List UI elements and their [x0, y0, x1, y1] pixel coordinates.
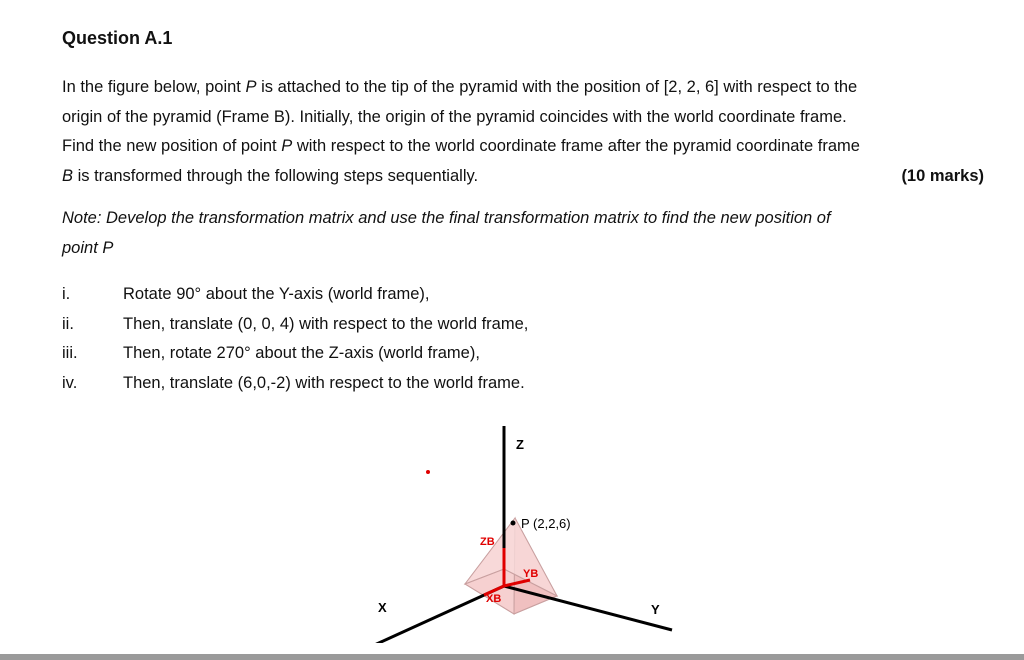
pyramid-figure	[360, 418, 700, 643]
frame-xb-label: XB	[486, 593, 502, 605]
list-item	[62, 310, 528, 340]
frame-zb-label: ZB	[480, 536, 495, 548]
step-text: Then, rotate 270° about the Z-axis (world frame),	[123, 344, 480, 363]
step-number: i.	[62, 285, 71, 304]
bottom-border	[0, 654, 1024, 660]
step-text: Then, translate (0, 0, 4) with respect to the world frame,	[123, 314, 529, 333]
question-title: Question A.1	[62, 28, 173, 48]
paragraph-last-row	[62, 162, 984, 192]
step-text: Then, translate (6,0,-2) with respect to the world frame.	[123, 373, 525, 392]
marks-label: (10 marks)	[901, 166, 984, 185]
point-p-marker	[511, 521, 516, 526]
note	[62, 204, 984, 263]
paragraph-line: B is transformed through the following steps sequentially.	[62, 166, 479, 185]
list-item	[62, 280, 528, 310]
frame-yb-label: YB	[523, 568, 539, 580]
step-text: Rotate 90° about the Y-axis (world frame),	[123, 285, 430, 304]
note-line: point P	[62, 238, 114, 257]
axis-z-label: Z	[516, 437, 524, 452]
axis-y-label: Y	[651, 602, 660, 617]
question-paragraph	[62, 73, 984, 191]
paragraph-line: origin of the pyramid (Frame B). Initially, the origin of the pyramid coincides with the world coordinate frame.	[62, 107, 847, 126]
axis-x-label: X	[378, 600, 387, 615]
list-item	[62, 339, 528, 369]
step-number: ii.	[62, 314, 74, 333]
paragraph-line: In the figure below, point P is attached to the tip of the pyramid with the position of [2, 2, 6] with respect to the	[62, 78, 858, 96]
red-dot	[426, 470, 430, 474]
point-p-label: P (2,2,6)	[521, 516, 571, 531]
steps-list	[62, 280, 528, 398]
paragraph-line: Find the new position of point P with respect to the world coordinate frame after the pyramid coordinate frame	[62, 137, 860, 155]
step-number: iv.	[62, 373, 78, 392]
step-number: iii.	[62, 344, 78, 363]
list-item	[62, 369, 528, 399]
note-line: Note: Develop the transformation matrix and use the final transformation matrix to find the new position of	[62, 209, 831, 227]
